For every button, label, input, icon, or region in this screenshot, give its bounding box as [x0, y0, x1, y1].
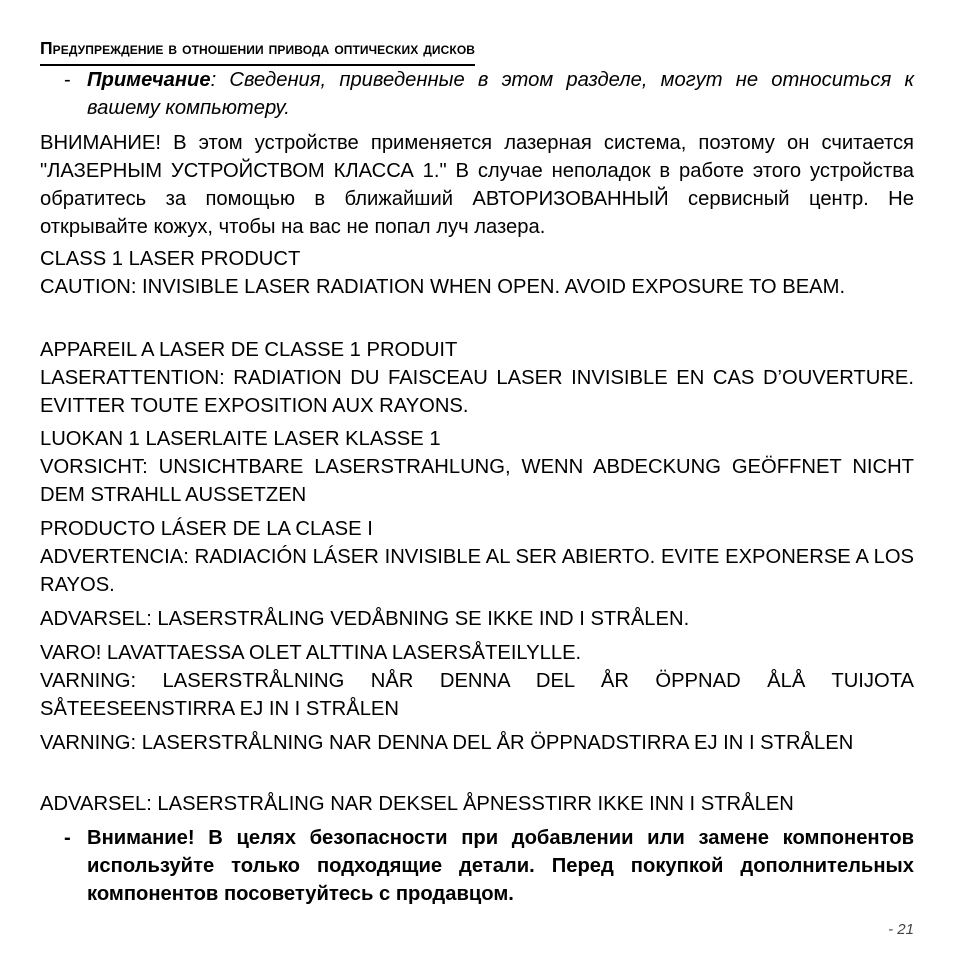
note-bullet: -	[64, 69, 71, 91]
german-line-2: VORSICHT: UNSICHTBARE LASERSTRAHLUNG, WENN ABDECKUNG GEÖFFNET NICHT DEM STRAHLL AUSSETZEN	[40, 456, 914, 506]
swedish-line-1: VARNING: LASERSTRÅLNING NÅR DENNA DEL ÅR ÖPPNAD ÅLÅ TUIJOTA SÅTEESEENSTIRRA EJ IN I STRÅLEN	[40, 670, 914, 720]
french-notice	[40, 336, 914, 420]
danish-line: ADVARSEL: LASERSTRÅLING VEDÅBNING SE IKKE IND I STRÅLEN.	[40, 608, 690, 630]
final-warning	[87, 824, 914, 908]
english-line-1: CLASS 1 LASER PRODUCT	[40, 248, 301, 270]
spanish-line-1: PRODUCTO LÁSER DE LA CLASE I	[40, 518, 373, 540]
finnish-swedish-notice	[40, 639, 914, 723]
note-label: Примечание	[87, 69, 211, 91]
french-line-1: APPAREIL A LASER DE CLASSE 1 PRODUIT	[40, 339, 458, 361]
danish-notice	[40, 605, 914, 633]
note-paragraph	[87, 66, 914, 122]
swedish-line-2: VARNING: LASERSTRÅLNING NAR DENNA DEL ÅR ÖPPNADSTIRRA EJ IN I STRÅLEN	[40, 732, 854, 754]
final-warning-text: Внимание! В целях безопасности при добавлении или замене компонентов используйте только подходящие детали. Перед покупкой дополнительных компонентов посоветуйтесь с продавцом.	[87, 827, 914, 905]
spanish-line-2: ADVERTENCIA: RADIACIÓN LÁSER INVISIBLE AL SER ABIERTO. EVITE EXPONERSE A LOS RAYOS.	[40, 546, 914, 596]
page-number: - 21	[888, 921, 914, 938]
german-line-1: LUOKAN 1 LASERLAITE LASER KLASSE 1	[40, 428, 441, 450]
french-line-2: LASERATTENTION: RADIATION DU FAISCEAU LASER INVISIBLE EN CAS D’OUVERTURE. EVITTER TOUTE EXPOSITION AUX RAYONS.	[40, 367, 914, 417]
norwegian-line: ADVARSEL: LASERSTRÅLING NAR DEKSEL ÅPNESSTIRR IKKE INN I STRÅLEN	[40, 793, 794, 815]
final-warning-bullet: -	[64, 827, 71, 849]
section-heading	[40, 34, 475, 66]
english-notice	[40, 245, 914, 301]
note-text: : Сведения, приведенные в этом разделе, могут не относиться к вашему компьютеру.	[87, 69, 914, 119]
german-notice	[40, 425, 914, 509]
swedish-notice	[40, 729, 914, 757]
norwegian-notice	[40, 790, 914, 818]
section-heading-text: Предупреждение в отношении привода оптических дисков	[40, 38, 476, 58]
spanish-notice	[40, 515, 914, 599]
english-line-2: CAUTION: INVISIBLE LASER RADIATION WHEN OPEN. AVOID EXPOSURE TO BEAM.	[40, 276, 846, 298]
finnish-line: VARO! LAVATTAESSA OLET ALTTINA LASERSÅTEILYLLE.	[40, 642, 582, 664]
russian-warning	[40, 129, 914, 241]
russian-warning-text: ВНИМАНИЕ! В этом устройстве применяется лазерная система, поэтому он считается "ЛАЗЕРНЫМ УСТРОЙСТВОМ КЛАССА 1." В случае неполадок в работе этого устройства обратитесь за помощью в ближайший АВТОРИЗОВАННЫЙ сервисный центр. Не открывайте кожух, чтобы на вас не попал луч лазера.	[40, 132, 914, 238]
